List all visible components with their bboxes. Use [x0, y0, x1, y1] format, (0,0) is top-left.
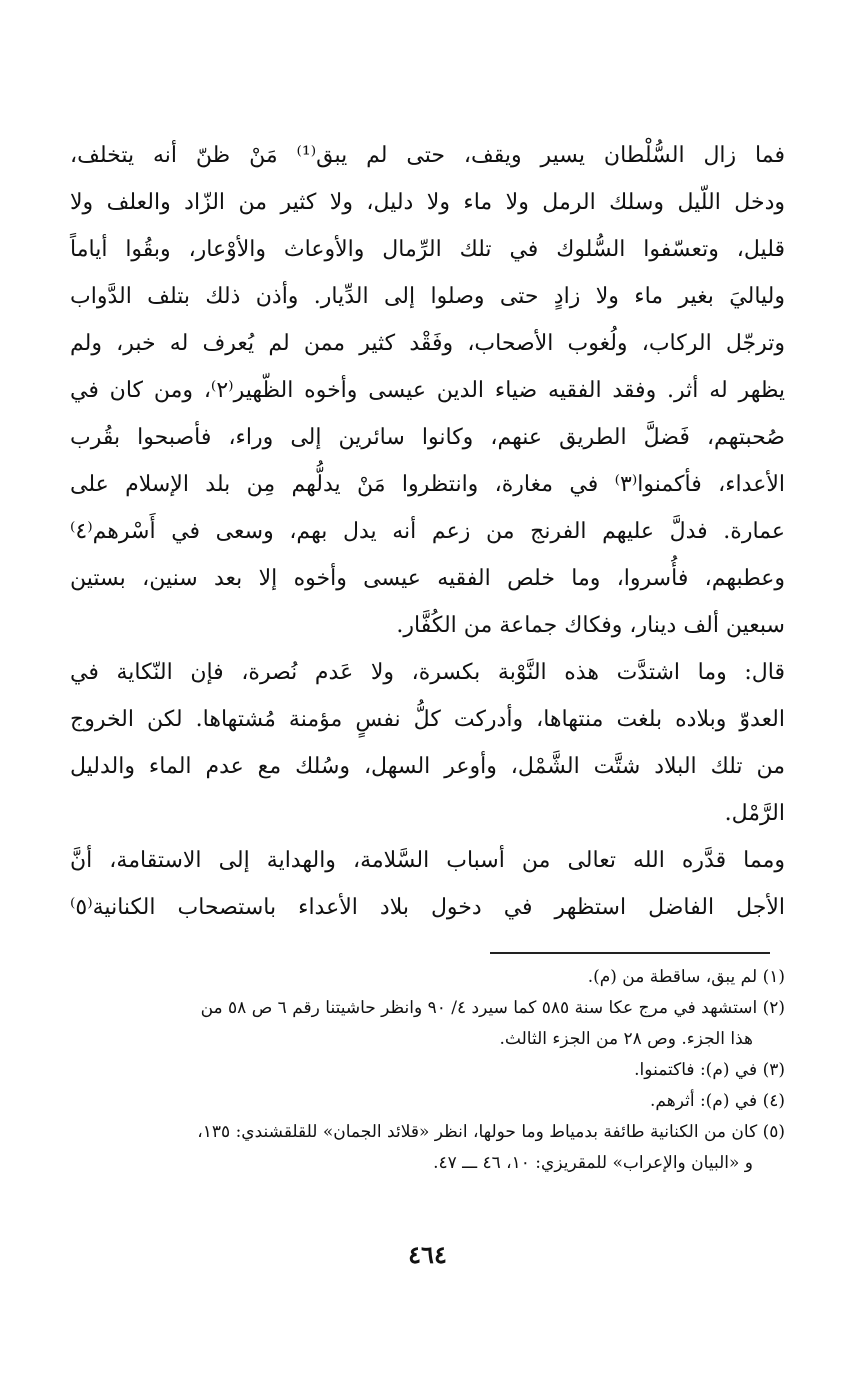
text-line: ولياليَ بغير ماء ولا زادٍ حتى وصلوا إلى الدِّيار. وأذن ذلك بتلف الدَّواب — [70, 284, 785, 309]
text-line: الأعداء، فأكمنوا⁽٣⁾ في مغارة، وانتظروا مَنْ يدلُّهم مِن بلد الإسلام على — [70, 472, 785, 497]
paragraph-1 — [70, 132, 785, 649]
paragraph-3 — [70, 837, 785, 931]
text-line: الرَّمْل. — [724, 801, 785, 826]
text-line: قليل، وتعسّفوا السُّلوك في تلك الرِّمال والأوعاث والأوْعار، وبقُوا أياماً — [70, 237, 785, 262]
footnote-divider — [490, 952, 770, 954]
text-line: الأجل الفاضل استظهر في دخول بلاد الأعداء باستصحاب الكنانية⁽٥⁾ — [70, 895, 785, 920]
footnote-2: (٢) استشهد في مرج عكا سنة ٥٨٥ كما سيرد ٤/ ٩٠ وانظر حاشيتنا رقم ٦ ص ٥٨ من — [200, 998, 785, 1018]
footnote-1: (١) لم يبق، ساقطة من (م). — [587, 967, 785, 987]
main-text — [70, 132, 785, 931]
footnote-5: (٥) كان من الكنانية طائفة بدمياط وما حولها، انظر «قلائد الجمان» للقلقشندي: ١٣٥، — [197, 1122, 785, 1142]
text-line: ودخل اللّيل وسلك الرمل ولا ماء ولا دليل، ولا كثير من الزّاد والعلف ولا — [70, 190, 785, 215]
text-line: قال: وما اشتدَّت هذه النَّوْبة بكسرة، ولا عَدم نُصرة، فإن النّكاية في — [70, 660, 785, 685]
text-line: يظهر له أثر. وفقد الفقيه ضياء الدين عيسى وأخوه الظّهير⁽٢⁾، ومن كان في — [70, 378, 786, 403]
text-line: وعطبهم، فأُسروا، وما خلص الفقيه عيسى وأخوه إلا بعد سنين، بستين — [70, 566, 785, 591]
text-line: وترجّل الركاب، ولُغوب الأصحاب، وفَقْد كثير ممن لم يُعرف له خبر، ولم — [70, 331, 785, 356]
text-line: العدوّ وبلاده بلغت منتهاها، وأدركت كلُّ نفسٍ مؤمنة مُشتهاها. لكن الخروج — [70, 707, 785, 732]
footnote-4: (٤) في (م): أثرهم. — [650, 1091, 785, 1111]
text-line: عمارة. فدلَّ عليهم الفرنج من زعم أنه يدل بهم، وسعى في أَسْرهم⁽٤⁾ — [70, 519, 785, 544]
paragraph-2 — [70, 649, 785, 837]
text-line: سبعين ألف دينار، وفكاك جماعة من الكُفَّار. — [396, 613, 785, 638]
footnote-3: (٣) في (م): فاكتمنوا. — [634, 1060, 785, 1080]
text-line: فما زال السُّلْطان يسير ويقف، حتى لم يبق⁽¹⁾ مَنْ ظنّ أنه يتخلف، — [70, 143, 785, 168]
footnote-2-continuation: هذا الجزء. وص ٢٨ من الجزء الثالث. — [499, 1029, 753, 1049]
footnote-5-continuation: و «البيان والإعراب» للمقريزي: ١٠، ٤٦ ـــ ٤٧. — [433, 1153, 753, 1173]
text-line: صُحبتهم، فَضلَّ الطريق عنهم، وكانوا سائرين إلى وراء، فأصبحوا بقُرب — [70, 425, 785, 450]
text-line: ومما قدَّره الله تعالى من أسباب السَّلامة، والهداية إلى الاستقامة، أنَّ — [70, 848, 785, 873]
text-line: من تلك البلاد شتَّت الشَّمْل، وأوعر السهل، وسُلك مع عدم الماء والدليل — [70, 754, 785, 779]
page-number: ٤٦٤ — [408, 1240, 447, 1269]
footnotes — [70, 962, 785, 1179]
